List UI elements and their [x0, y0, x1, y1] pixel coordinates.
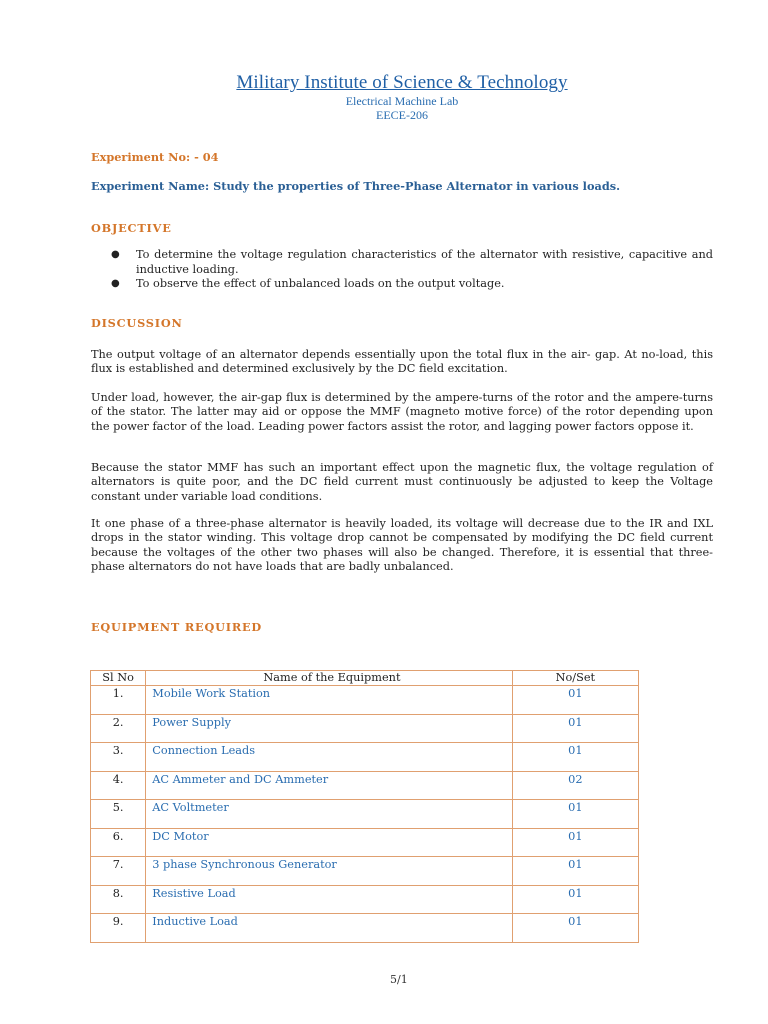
column-header-sl: Sl No [91, 671, 146, 686]
row-sl-number: 2. [91, 714, 146, 743]
discussion-paragraph: Because the stator MMF has such an important effect upon the magnetic flux, the voltage regulation of alternators is quite poor, and the DC field current must continuously be adjusted to keep the Voltage constant under variable load conditions. [91, 461, 713, 503]
objective-item [91, 277, 713, 292]
row-quantity: 01 [512, 800, 638, 829]
table-row [91, 714, 639, 743]
row-quantity: 01 [512, 885, 638, 914]
row-equipment-name: Connection Leads [146, 743, 512, 772]
discussion-paragraph: The output voltage of an alternator depends essentially upon the total flux in the air- gap. At no-load, this flux is established and determined exclusively by the DC field excitation. [91, 348, 713, 376]
row-quantity: 01 [512, 857, 638, 886]
row-equipment-name: Resistive Load [146, 885, 512, 914]
objective-heading: OBJECTIVE [91, 221, 172, 235]
row-sl-number: 9. [91, 914, 146, 943]
table-row [91, 686, 639, 715]
row-quantity: 01 [512, 686, 638, 715]
table-row [91, 743, 639, 772]
discussion-paragraph: It one phase of a three-phase alternator is heavily loaded, its voltage will decrease due to the IR and IXL drops in the stator winding. This voltage drop cannot be compensated by modifying the DC field current because the voltages of the other two phases will also be changed. Therefore, it is essential that three-phase alternators do not have loads that are badly unbalanced. [91, 517, 713, 574]
equipment-heading: EQUIPMENT REQUIRED [91, 620, 263, 634]
row-quantity: 01 [512, 828, 638, 857]
course-code: EECE-206 [376, 108, 428, 122]
row-equipment-name: AC Voltmeter [146, 800, 512, 829]
table-row [91, 771, 639, 800]
lab-name: Electrical Machine Lab [345, 94, 459, 108]
bullet-icon: ● [111, 249, 120, 260]
objective-item-text: To observe the effect of unbalanced loads on the output voltage. [136, 277, 505, 291]
objective-list [91, 248, 713, 292]
column-header-name: Name of the Equipment [146, 671, 512, 686]
row-quantity: 02 [512, 771, 638, 800]
row-sl-number: 7. [91, 857, 146, 886]
column-header-qty: No/Set [512, 671, 638, 686]
row-sl-number: 3. [91, 743, 146, 772]
row-equipment-name: Mobile Work Station [146, 686, 512, 715]
objective-item-text: To determine the voltage regulation characteristics of the alternator with resistive, capacitive and inductive loading. [136, 248, 713, 276]
row-sl-number: 1. [91, 686, 146, 715]
row-sl-number: 8. [91, 885, 146, 914]
experiment-name: Experiment Name: Study the properties of Three-Phase Alternator in various loads. [91, 179, 621, 193]
discussion-heading: DISCUSSION [91, 316, 183, 330]
row-equipment-name: Power Supply [146, 714, 512, 743]
row-sl-number: 6. [91, 828, 146, 857]
row-quantity: 01 [512, 743, 638, 772]
table-row [91, 857, 639, 886]
experiment-number: Experiment No: - 04 [91, 150, 219, 164]
institute-title: Military Institute of Science & Technology [236, 72, 568, 93]
row-equipment-name: DC Motor [146, 828, 512, 857]
page-number: 5/1 [390, 973, 408, 986]
equipment-table [90, 670, 639, 943]
table-header-row [91, 671, 639, 686]
row-equipment-name: Inductive Load [146, 914, 512, 943]
bullet-icon: ● [111, 278, 120, 290]
row-equipment-name: AC Ammeter and DC Ammeter [146, 771, 512, 800]
table-row [91, 800, 639, 829]
objective-item [91, 248, 713, 277]
row-quantity: 01 [512, 714, 638, 743]
table-row [91, 885, 639, 914]
table-row [91, 828, 639, 857]
row-equipment-name: 3 phase Synchronous Generator [146, 857, 512, 886]
row-sl-number: 5. [91, 800, 146, 829]
row-sl-number: 4. [91, 771, 146, 800]
discussion-paragraph: Under load, however, the air-gap flux is determined by the ampere-turns of the rotor and the ampere-turns of the stator. The latter may aid or oppose the MMF (magneto motive force) of the rotor depending upon the power factor of the load. Leading power factors assist the rotor, and lagging power factors oppose it. [91, 391, 713, 433]
table-row [91, 914, 639, 943]
row-quantity: 01 [512, 914, 638, 943]
